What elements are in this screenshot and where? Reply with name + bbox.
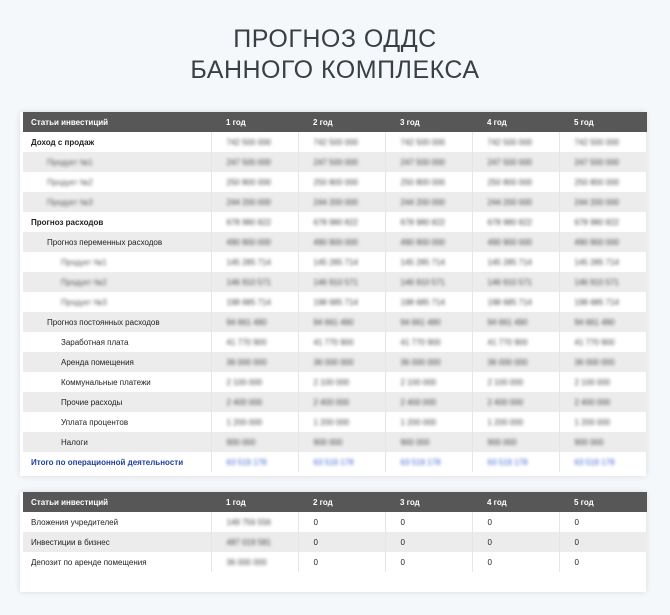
cell-value: 41 770 900 (400, 337, 441, 347)
cell-value: 198 685 714 (574, 297, 619, 307)
column-header: 5 год (559, 492, 647, 512)
cell-value: 145 285 714 (574, 257, 619, 267)
cell-value: 2 400 000 (574, 397, 611, 407)
cell-value: 247 500 000 (226, 157, 271, 167)
cell-value: 94 661 490 (487, 317, 528, 327)
cell-value: 0 (298, 552, 385, 572)
operating-table-panel (20, 112, 646, 476)
table-row (23, 412, 647, 432)
cell-value: 1 200 000 (487, 417, 524, 427)
total-value: 63 519 178 (574, 457, 615, 467)
cell-value: 487 019 581 (226, 537, 271, 547)
cell-value: 41 770 900 (487, 337, 528, 347)
row-label: Вложения учредителей (23, 512, 211, 532)
row-label: Заработная плата (23, 332, 211, 352)
cell-value: 490 900 000 (400, 237, 445, 247)
column-header: 1 год (211, 492, 298, 512)
table-row (23, 432, 647, 452)
column-header: 4 год (472, 112, 559, 132)
cell-value: 146 910 571 (574, 277, 619, 287)
cell-value: 2 400 000 (226, 397, 263, 407)
column-header: 1 год (211, 112, 298, 132)
cell-value: 0 (298, 512, 385, 532)
row-label: Прогноз переменных расходов (23, 232, 211, 252)
cell-value: 742 500 000 (226, 137, 271, 147)
column-header: 2 год (298, 492, 385, 512)
cell-value: 146 910 571 (226, 277, 271, 287)
cell-value: 244 200 000 (226, 197, 271, 207)
cell-value: 94 661 490 (574, 317, 615, 327)
cell-value: 2 400 000 (487, 397, 524, 407)
table-row (23, 192, 647, 212)
table-row (23, 552, 647, 572)
cell-value: 678 980 822 (487, 217, 532, 227)
title-line-2: БАННОГО КОМПЛЕКСА (190, 56, 480, 84)
cell-value: 198 685 714 (487, 297, 532, 307)
cell-value: 146 910 571 (313, 277, 358, 287)
cell-value: 490 900 000 (226, 237, 271, 247)
cell-value: 149 756 556 (226, 517, 271, 527)
cell-value: 900 000 (487, 437, 517, 447)
cell-value: 900 000 (400, 437, 430, 447)
column-header: 3 год (385, 492, 472, 512)
cell-value: 36 000 000 (313, 357, 354, 367)
row-label: Продукт №1 (47, 157, 93, 167)
cell-value: 36 000 000 (226, 357, 267, 367)
title-line-1: ПРОГНОЗ ОДДС (233, 25, 437, 53)
cell-value: 0 (472, 552, 559, 572)
cell-value: 36 000 000 (487, 357, 528, 367)
investment-table (23, 492, 647, 572)
row-label: Аренда помещения (23, 352, 211, 372)
cell-value: 0 (472, 512, 559, 532)
table-row (23, 172, 647, 192)
cell-value: 145 285 714 (226, 257, 271, 267)
operating-cashflow-table (23, 112, 647, 472)
row-label: Продукт №2 (47, 177, 93, 187)
cell-value: 1 200 000 (313, 417, 350, 427)
cell-value: 0 (298, 532, 385, 552)
table-row (23, 152, 647, 172)
cell-value: 247 500 000 (487, 157, 532, 167)
cell-value: 145 285 714 (313, 257, 358, 267)
cell-value: 742 500 000 (313, 137, 358, 147)
row-label: Прогноз постоянных расходов (23, 312, 211, 332)
cell-value: 2 400 000 (400, 397, 437, 407)
table-header-row (23, 112, 647, 132)
cell-value: 41 770 900 (226, 337, 267, 347)
cell-value: 742 500 000 (487, 137, 532, 147)
cell-value: 198 685 714 (226, 297, 271, 307)
cell-value: 145 285 714 (487, 257, 532, 267)
cell-value: 146 910 571 (487, 277, 532, 287)
table-row (23, 312, 647, 332)
cell-value: 250 800 000 (574, 177, 619, 187)
row-label: Продукт №3 (47, 197, 93, 207)
cell-value: 2 100 000 (487, 377, 524, 387)
row-label: Продукт №2 (61, 277, 107, 287)
row-label: Продукт №3 (61, 297, 107, 307)
cell-value: 36 000 000 (574, 357, 615, 367)
cell-value: 0 (385, 552, 472, 572)
cell-value: 2 100 000 (400, 377, 437, 387)
total-value: 63 519 178 (313, 457, 354, 467)
table-row (23, 372, 647, 392)
cell-value: 244 200 000 (400, 197, 445, 207)
cell-value: 2 100 000 (313, 377, 350, 387)
table-header-row (23, 492, 647, 512)
cell-value: 678 980 822 (574, 217, 619, 227)
cell-value: 0 (559, 532, 647, 552)
cell-value: 900 000 (313, 437, 343, 447)
total-value: 63 519 178 (400, 457, 441, 467)
table-row (23, 392, 647, 412)
cell-value: 0 (574, 557, 579, 567)
cell-value: 36 000 000 (226, 557, 267, 567)
cell-value: 94 661 490 (226, 317, 267, 327)
total-value: 63 519 178 (226, 457, 267, 467)
cell-value: 247 500 000 (574, 157, 619, 167)
table-row (23, 232, 647, 252)
investment-table-panel (20, 492, 646, 592)
row-label: Инвестиции в бизнес (23, 532, 211, 552)
table-row (23, 212, 647, 232)
cell-value: 2 100 000 (226, 377, 263, 387)
cell-value: 1 200 000 (400, 417, 437, 427)
cell-value: 900 000 (226, 437, 256, 447)
column-header: 4 год (472, 492, 559, 512)
table-row (23, 252, 647, 272)
cell-value: 742 500 000 (400, 137, 445, 147)
row-label: Доход с продаж (23, 132, 211, 152)
cell-value: 490 900 000 (487, 237, 532, 247)
row-label: Депозит по аренде помещения (23, 552, 211, 572)
row-label: Продукт №1 (61, 257, 107, 267)
table-row (23, 292, 647, 312)
row-label: Налоги (23, 432, 211, 452)
cell-value: 678 980 822 (400, 217, 445, 227)
cell-value: 2 400 000 (313, 397, 350, 407)
total-row (23, 452, 647, 472)
cell-value: 94 661 490 (313, 317, 354, 327)
column-header: 5 год (559, 112, 647, 132)
total-value: 63 519 178 (487, 457, 528, 467)
cell-value: 0 (472, 532, 559, 552)
cell-value: 198 685 714 (313, 297, 358, 307)
cell-value: 244 200 000 (313, 197, 358, 207)
cell-value: 41 770 900 (313, 337, 354, 347)
cell-value: 490 900 000 (574, 237, 619, 247)
table-row (23, 512, 647, 532)
cell-value: 678 980 822 (226, 217, 271, 227)
cell-value: 900 000 (574, 437, 604, 447)
column-header: Статьи инвестиций (23, 492, 211, 512)
cell-value: 41 770 900 (574, 337, 615, 347)
cell-value: 244 200 000 (574, 197, 619, 207)
cell-value: 244 200 000 (487, 197, 532, 207)
cell-value: 0 (385, 532, 472, 552)
column-header: Статьи инвестиций (23, 112, 211, 132)
row-label: Коммунальные платежи (23, 372, 211, 392)
cell-value: 0 (574, 517, 579, 527)
cell-value: 490 900 000 (313, 237, 358, 247)
table-row (23, 352, 647, 372)
cell-value: 742 500 000 (574, 137, 619, 147)
cell-value: 1 200 000 (574, 417, 611, 427)
cell-value: 36 000 000 (400, 357, 441, 367)
cell-value: 145 285 714 (400, 257, 445, 267)
cell-value: 250 800 000 (313, 177, 358, 187)
cell-value: 678 980 822 (313, 217, 358, 227)
cell-value: 247 500 000 (313, 157, 358, 167)
cell-value: 247 500 000 (400, 157, 445, 167)
cell-value: 94 661 490 (400, 317, 441, 327)
cell-value: 250 800 000 (400, 177, 445, 187)
page-title (0, 0, 670, 91)
table-row (23, 132, 647, 152)
column-header: 2 год (298, 112, 385, 132)
row-label: Уплата процентов (23, 412, 211, 432)
column-header: 3 год (385, 112, 472, 132)
cell-value: 250 800 000 (226, 177, 271, 187)
cell-value: 2 100 000 (574, 377, 611, 387)
table-row (23, 272, 647, 292)
cell-value: 198 685 714 (400, 297, 445, 307)
total-label: Итого по операционной деятельности (23, 452, 211, 472)
table-row (23, 332, 647, 352)
cell-value: 146 910 571 (400, 277, 445, 287)
cell-value: 0 (385, 512, 472, 532)
cell-value: 1 200 000 (226, 417, 263, 427)
table-row (23, 532, 647, 552)
cell-value: 250 800 000 (487, 177, 532, 187)
row-label: Прочие расходы (23, 392, 211, 412)
row-label: Прогноз расходов (23, 212, 211, 232)
